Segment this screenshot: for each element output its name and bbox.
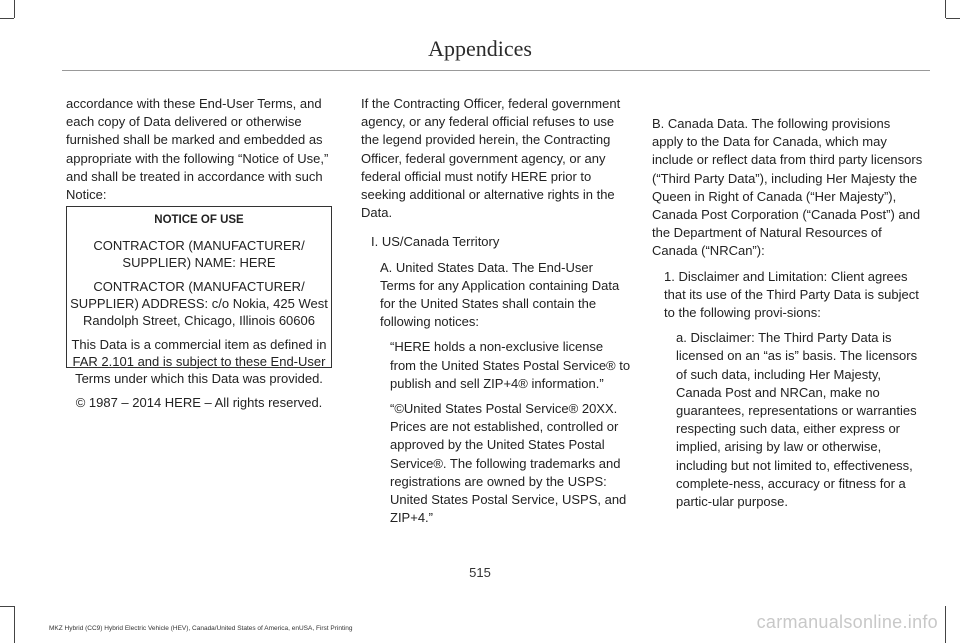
crop-mark-bottom-left-v [14, 606, 15, 643]
crop-mark-top-right-h [946, 18, 960, 19]
notice-copyright: © 1987 – 2014 HERE – All rights reserved. [75, 395, 323, 410]
notice-title: NOTICE OF USE [154, 214, 244, 226]
footer-text: MKZ Hybrid (CC9) Hybrid Electric Vehicle (HEV), Canada/United States of America, enUSA, First Printing [49, 625, 353, 632]
notice-commercial-item: This Data is a commercial item as defined in FAR 2.101 and is subject to these End-User Terms under which this Data was provided. [71, 337, 327, 386]
column-2 [361, 95, 631, 527]
watermark: carmanualsonline.info [756, 612, 938, 632]
notice-of-use-box [66, 206, 332, 410]
section-a-paragraph: A. United States Data. The End-User Terms for any Application containing Data for the United States shall contain the following notices: [380, 259, 620, 330]
zip4-license-quote: “HERE holds a non-exclusive license from the United States Postal Service® to publish and sell ZIP+4® information.” [390, 339, 631, 391]
usps-trademark-quote: “©United States Postal Service® 20XX. Prices are not established, controlled or approved by the United States Postal Service®. The following trademarks and registrations are owned by the USPS: United States Postal Service, USPS, and ZIP+4.” [390, 401, 627, 526]
crop-mark-top-left-v [14, 0, 15, 18]
crop-mark-top-left-h [0, 18, 14, 19]
header-divider [62, 70, 930, 71]
crop-mark-bottom-right-v [945, 606, 946, 643]
notice-contractor-address: CONTRACTOR (MANUFACTURER/ SUPPLIER) ADDRESS: c/o Nokia, 425 West Randolph Street, Chicago, Illinois 60606 [70, 279, 328, 328]
section-b-paragraph: B. Canada Data. The following provisions apply to the Data for Canada, which may include or reflect data from third party licensors (“Third Party Data”), including Her Majesty the Queen in Right of Canada (“Her Majesty”), Canada Post Corporation (“Canada Post”) and the Department of Natural Resources of Canada (“NRCan”): [652, 116, 923, 259]
crop-mark-bottom-left-h [0, 606, 14, 607]
crop-mark-top-right-v [945, 0, 946, 18]
page-number: 515 [469, 565, 491, 580]
item-1-disclaimer-limitation: 1. Disclaimer and Limitation: Client agrees that its use of the Third Party Data is subject to the following provi-sions: [664, 268, 919, 321]
column1-intro: accordance with these End-User Terms, and each copy of Data delivered or otherwise furnished shall be marked and embedded as appropriate with the following “Notice of Use,” and shall be treated in accordance with such Notice: [66, 96, 329, 203]
notice-contractor-name: CONTRACTOR (MANUFACTURER/ SUPPLIER) NAME: HERE [93, 238, 305, 270]
column2-para1: If the Contracting Officer, federal government agency, or any federal official refuses to use the legend provided herein, the Contracting Officer, federal government agency, or any federal official must notify HERE prior to seeking additional or alternative rights in the Data. [361, 96, 621, 221]
column-1 [66, 95, 336, 204]
page-title: Appendices [428, 36, 532, 61]
column-3 [652, 115, 924, 511]
section-i-heading: I. US/Canada Territory [371, 234, 500, 250]
item-a-disclaimer: a. Disclaimer: The Third Party Data is licensed on an “as is” basis. The licensors of such data, including Her Majesty, Canada Post and NRCan, make no guarantees, representations or warranties respecting such data, either express or implied, arising by law or otherwise, including but not limited to, effectiveness, complete-ness, accuracy or fitness for a partic-ular purpose. [676, 330, 918, 510]
